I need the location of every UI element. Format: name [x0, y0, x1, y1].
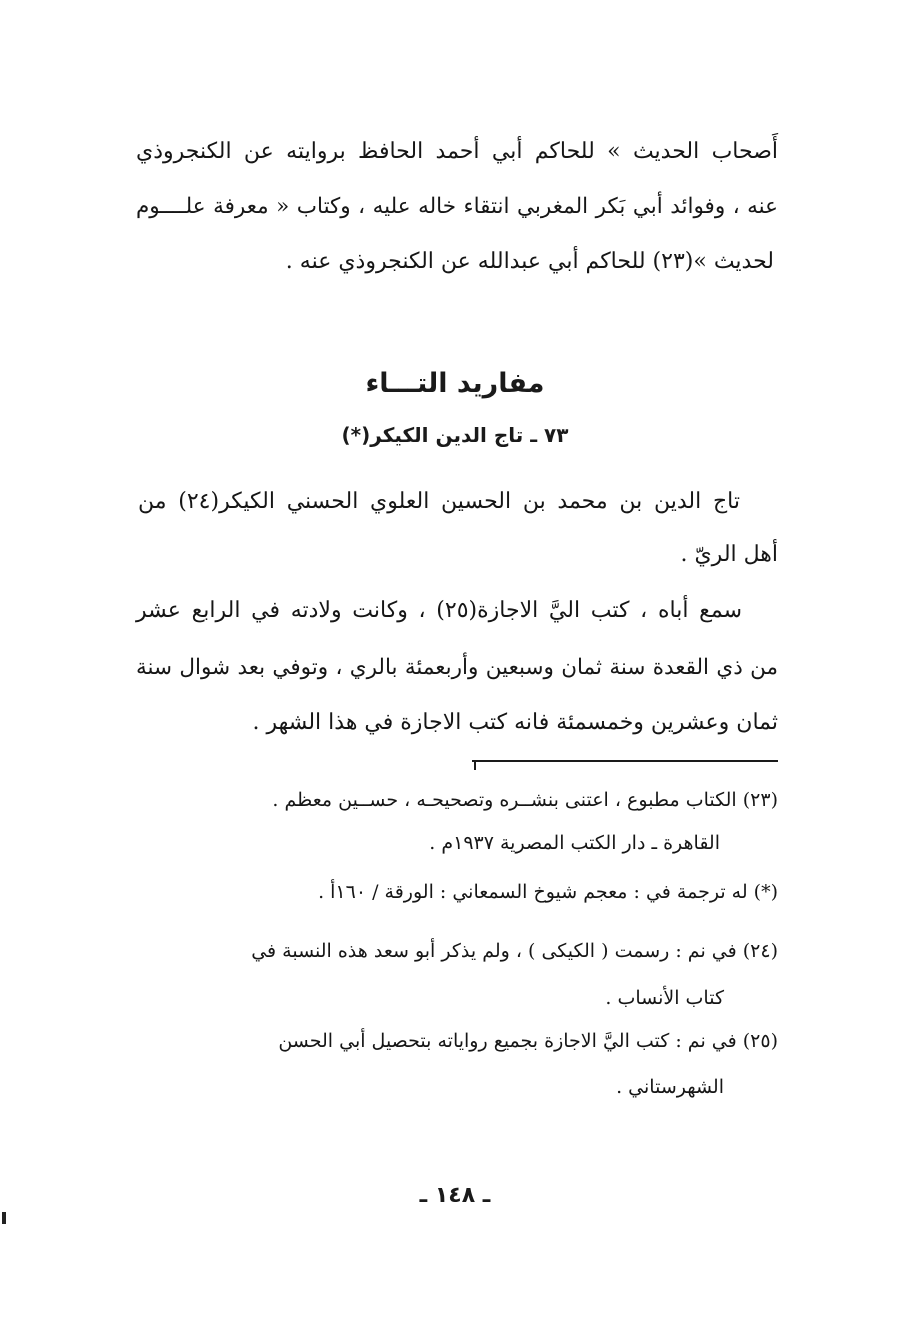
entry-paragraph-1-line-1: تاج الدين بن محمد بن الحسين العلوي الحسني الكيكر(٢٤) من: [138, 489, 740, 514]
footnote-separator: [472, 760, 778, 762]
footnote-24-line-2: كتاب الأنساب .: [605, 987, 724, 1009]
footnote-23-line-2: القاهرة ـ دار الكتب المصرية ١٩٣٧م .: [429, 832, 720, 854]
footnote-separator-tick: [474, 761, 476, 770]
top-paragraph-line-3: لحديث »(٢٣) للحاكم أبي عبدالله عن الكنجروذي عنه .: [285, 249, 774, 274]
section-heading: مفاريد التـــاء: [365, 368, 545, 399]
footnote-25-line-2: الشهرستاني .: [616, 1076, 724, 1098]
footnote-25-line-1: (٢٥) في نم : كتب اليَّ الاجازة بجميع رواياته بتحصيل أبي الحسن: [278, 1030, 778, 1052]
scan-edge-mark: [2, 1212, 6, 1224]
page-number: ـ ١٤٨ ـ: [419, 1183, 491, 1208]
entry-paragraph-1-line-2: أهل الريّ .: [680, 542, 778, 567]
footnote-24-line-1: (٢٤) في نم : رسمت ( الكيكى ) ، ولم يذكر أبو سعد هذه النسبة في: [251, 940, 778, 962]
entry-heading: ٧٣ ـ تاج الدين الكيكر(*): [341, 423, 569, 447]
top-paragraph-line-1: أَصحاب الحديث » للحاكم أبي أحمد الحافظ بروايته عن الكنجروذي: [136, 139, 778, 164]
footnote-23-line-1: (٢٣) الكتاب مطبوع ، اعتنى بنشــره وتصحيحـه ، حســين معظم .: [272, 789, 778, 811]
entry-paragraph-2-line-1: سمع أباه ، كتب اليَّ الاجازة(٢٥) ، وكانت ولادته في الرابع عشر: [136, 598, 742, 623]
entry-paragraph-2-line-2: من ذي القعدة سنة ثمان وسبعين وأربعمئة بالري ، وتوفي بعد شوال سنة: [136, 655, 778, 680]
top-paragraph-line-2: عنه ، وفوائد أبي بَكر المغربي انتقاء خاله عليه ، وكتاب « معرفة علــــوم: [136, 194, 778, 219]
footnote-star-line-1: (*) له ترجمة في : معجم شيوخ السمعاني : الورقة / ١٦٠أ .: [318, 881, 778, 903]
entry-paragraph-2-line-3: ثمان وعشرين وخمسمئة فانه كتب الاجازة في هذا الشهر .: [252, 710, 778, 735]
